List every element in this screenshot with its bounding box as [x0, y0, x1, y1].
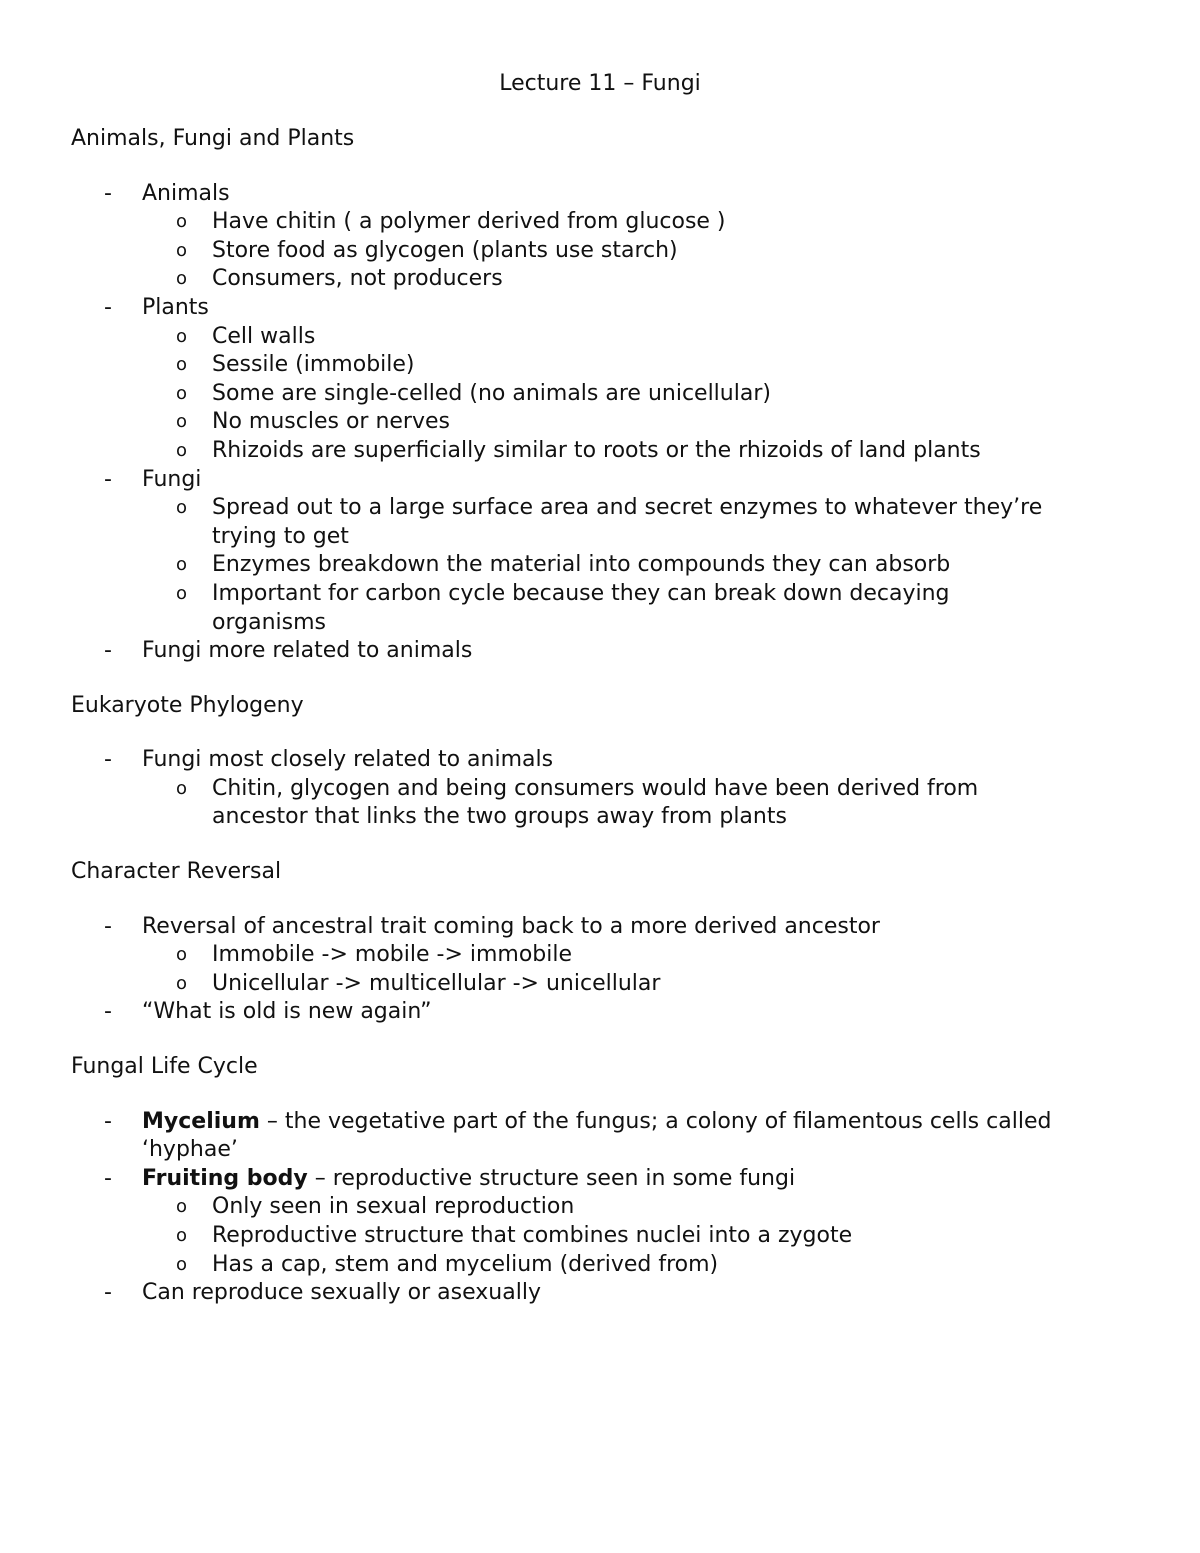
spacer: [0, 154, 1200, 180]
list-item-text: Reversal of ancestral trait coming back to a more derived ancestor: [142, 913, 880, 939]
sub-list-item: [0, 494, 1200, 551]
circle-bullet: o: [176, 554, 188, 576]
circle-bullet: o: [176, 1225, 188, 1246]
list-item: [0, 746, 1200, 775]
sub-list-item-text: Has a cap, stem and mycelium (derived from): [212, 1251, 719, 1277]
circle-bullet: o: [176, 211, 188, 233]
term-bold: Mycelium: [142, 1108, 260, 1134]
sub-list-item: [0, 351, 1200, 380]
sub-list-item: [0, 208, 1200, 237]
sub-list-item-text: Some are single-celled (no animals are unicellular): [212, 380, 771, 406]
dash-bullet: -: [104, 1165, 112, 1191]
dash-bullet: -: [104, 466, 112, 492]
section-heading: Fungal Life Cycle: [71, 1054, 258, 1080]
dash-bullet: -: [104, 1280, 112, 1306]
dash-bullet: -: [104, 294, 112, 320]
sub-list-item: [0, 380, 1200, 409]
circle-bullet: o: [176, 944, 188, 966]
sub-list-item: [0, 551, 1200, 580]
sub-list-item: [0, 941, 1200, 970]
sub-list-item-text: Important for carbon cycle because they can break down decaying: [212, 580, 950, 606]
sub-list-item: [0, 775, 1200, 832]
list-item: [0, 637, 1200, 666]
definition-text-continued: ‘hyphae’: [142, 1137, 238, 1163]
dash-bullet: -: [104, 747, 112, 773]
circle-bullet: o: [176, 972, 188, 994]
sub-list-item: [0, 1251, 1200, 1280]
section-heading: Eukaryote Phylogeny: [71, 692, 304, 718]
list-item: [0, 1279, 1200, 1308]
list-item: [0, 913, 1200, 942]
page-title: Lecture 11 – Fungi: [499, 71, 701, 96]
spacer: [0, 720, 1200, 746]
circle-bullet: o: [176, 1196, 188, 1218]
document-page: [0, 70, 1200, 1308]
list-item-text: Fungi more related to animals: [142, 638, 473, 664]
spacer: [0, 887, 1200, 913]
sub-list-item: [0, 408, 1200, 437]
sub-list-item: [0, 265, 1200, 294]
sub-list-item-text: Chitin, glycogen and being consumers would have been derived from: [212, 775, 979, 801]
sub-list-item-text: Spread out to a large surface area and secret enzymes to whatever they’re: [212, 495, 1043, 521]
list-item: [0, 998, 1200, 1027]
section-heading: Character Reversal: [71, 859, 282, 885]
circle-bullet: o: [176, 268, 188, 290]
sub-list-item: [0, 1193, 1200, 1222]
circle-bullet: o: [176, 777, 188, 799]
spacer: [0, 1082, 1200, 1108]
list-item: [0, 1108, 1200, 1165]
dash-bullet: -: [104, 638, 112, 664]
sub-list-item-text: Store food as glycogen (plants use starch): [212, 237, 678, 263]
list-item-text: Plants: [142, 294, 209, 320]
circle-bullet: o: [176, 382, 188, 404]
sub-list-item: [0, 237, 1200, 266]
circle-bullet: o: [176, 325, 188, 347]
sub-list-item: [0, 1222, 1200, 1251]
list-item: [0, 1165, 1200, 1194]
sub-list-item: [0, 437, 1200, 466]
list-item-text: Can reproduce sexually or asexually: [142, 1280, 541, 1306]
definition-text: – the vegetative part of the fungus; a colony of filamentous cells called: [266, 1108, 1052, 1134]
circle-bullet: o: [176, 354, 188, 376]
sub-list-item-text: Have chitin ( a polymer derived from glucose ): [212, 209, 726, 235]
sub-list-item-text: Sessile (immobile): [212, 352, 415, 378]
list-item: [0, 180, 1200, 209]
sub-list-item-text-continued: ancestor that links the two groups away from plants: [212, 804, 787, 830]
circle-bullet: o: [176, 582, 188, 604]
list-item: [0, 466, 1200, 495]
circle-bullet: o: [176, 497, 188, 519]
sub-list-item: [0, 970, 1200, 999]
dash-bullet: -: [104, 1108, 112, 1134]
sub-list-item-text: Cell walls: [212, 323, 316, 349]
list-item: [0, 294, 1200, 323]
dash-bullet: -: [104, 999, 112, 1025]
sub-list-item-text-continued: organisms: [212, 609, 326, 635]
spacer: [0, 99, 1200, 125]
sub-list-item-text: Consumers, not producers: [212, 266, 503, 292]
circle-bullet: o: [176, 239, 188, 261]
list-item-text: Fungi most closely related to animals: [142, 747, 554, 773]
sub-list-item-text: Immobile -> mobile -> immobile: [212, 942, 573, 968]
sub-list-item-text: Rhizoids are superficially similar to roots or the rhizoids of land plants: [212, 437, 981, 463]
sub-list-item-text: Unicellular -> multicellular -> unicellular: [212, 970, 661, 996]
sub-list-item-text-continued: trying to get: [212, 523, 349, 549]
sub-list-item-text: Enzymes breakdown the material into compounds they can absorb: [212, 552, 951, 578]
circle-bullet: o: [176, 411, 188, 433]
section-heading: Animals, Fungi and Plants: [71, 126, 355, 151]
list-item-text: “What is old is new again”: [142, 999, 432, 1025]
spacer: [0, 666, 1200, 692]
definition-text: – reproductive structure seen in some fungi: [314, 1165, 796, 1191]
sub-list-item-text: Only seen in sexual reproduction: [212, 1194, 575, 1220]
sub-list-item-text: No muscles or nerves: [212, 409, 450, 435]
list-item-text: Animals: [142, 180, 230, 206]
sub-list-item: [0, 323, 1200, 352]
dash-bullet: -: [104, 180, 112, 206]
list-item-text: Fungi: [142, 466, 202, 492]
circle-bullet: o: [176, 439, 188, 461]
sub-list-item: [0, 580, 1200, 637]
dash-bullet: -: [104, 913, 112, 939]
sub-list-item-text: Reproductive structure that combines nuclei into a zygote: [212, 1223, 853, 1248]
spacer: [0, 832, 1200, 858]
circle-bullet: o: [176, 1253, 188, 1275]
term-bold: Fruiting body: [142, 1165, 308, 1191]
spacer: [0, 1027, 1200, 1053]
